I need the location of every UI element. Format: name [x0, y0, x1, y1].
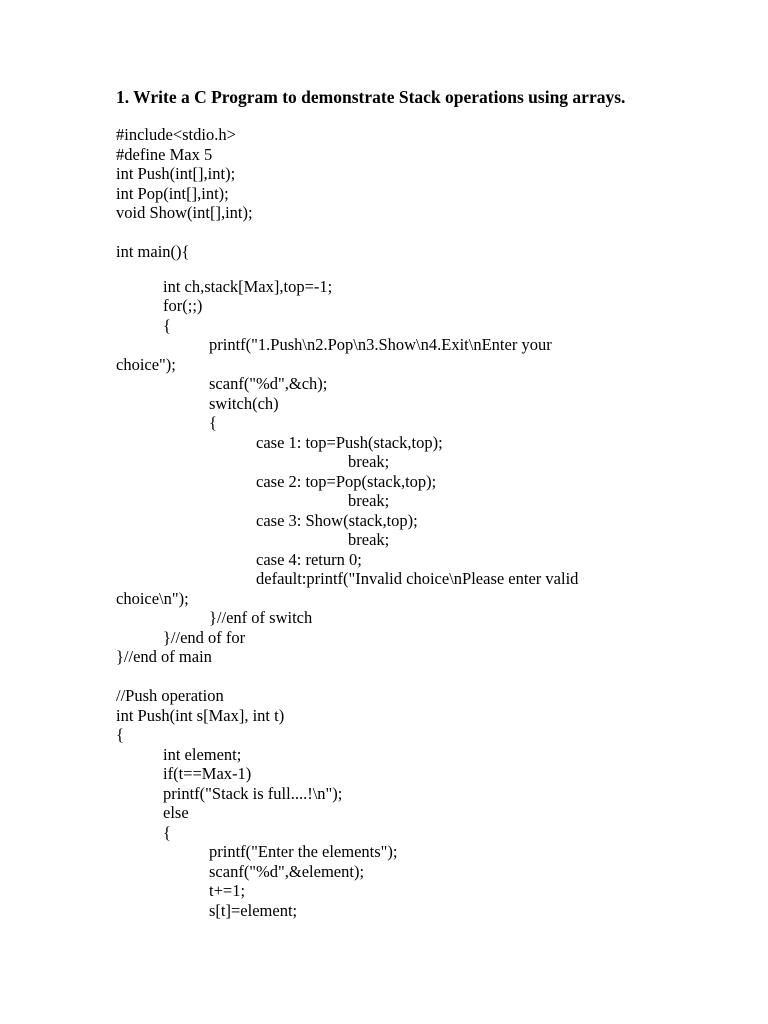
code-line: for(;;) — [163, 296, 203, 315]
code-line: case 3: Show(stack,top); — [256, 510, 418, 530]
code-line: }//enf of switch — [209, 608, 313, 627]
code-line: case 1: top=Push(stack,top); — [256, 432, 443, 452]
code-line: t+=1; — [209, 881, 246, 900]
code-line: #include<stdio.h> — [116, 125, 236, 144]
blank-line — [116, 223, 736, 243]
code-line: printf("Enter the elements"); — [209, 842, 398, 861]
code-line: break; — [348, 452, 390, 471]
code-line: { — [116, 725, 124, 744]
code-line: { — [163, 822, 171, 842]
code-line: int Push(int[],int); — [116, 164, 236, 183]
code-line: { — [209, 413, 217, 432]
code-line: scanf("%d",&ch); — [209, 374, 328, 393]
document-heading: 1. Write a C Program to demonstrate Stack operations using arrays. — [116, 87, 626, 107]
code-line: }//end of main — [116, 647, 212, 666]
code-line: int Pop(int[],int); — [116, 183, 229, 203]
code-line: case 2: top=Pop(stack,top); — [256, 471, 437, 491]
code-line: }//end of for — [163, 627, 246, 647]
code-line: //Push operation — [116, 686, 224, 705]
code-line: switch(ch) — [209, 393, 279, 413]
blank-line — [116, 262, 736, 277]
code-line: printf("1.Push\n2.Pop\n3.Show\n4.Exit\nEnter your — [209, 335, 552, 354]
code-listing — [116, 125, 736, 920]
code-line: int Push(int s[Max], int t) — [116, 705, 285, 725]
code-line: int ch,stack[Max],top=-1; — [163, 276, 333, 296]
code-line: else — [163, 803, 189, 822]
code-line: break; — [348, 530, 390, 549]
code-line: choice\n"); — [116, 588, 189, 608]
blank-line — [116, 667, 736, 687]
code-line: if(t==Max-1) — [163, 764, 252, 783]
code-line: break; — [348, 491, 390, 510]
code-line: #define Max 5 — [116, 144, 213, 164]
code-line: default:printf("Invalid choice\nPlease enter valid — [256, 569, 579, 588]
code-line: choice"); — [116, 354, 176, 374]
code-line: void Show(int[],int); — [116, 203, 253, 222]
code-line: scanf("%d",&element); — [209, 861, 365, 881]
code-line: int element; — [163, 744, 242, 764]
code-line: printf("Stack is full....!\n"); — [163, 783, 343, 803]
code-line: int main(){ — [116, 242, 190, 261]
code-line: { — [163, 315, 171, 335]
code-line: s[t]=element; — [209, 900, 298, 920]
code-line: case 4: return 0; — [256, 549, 362, 569]
